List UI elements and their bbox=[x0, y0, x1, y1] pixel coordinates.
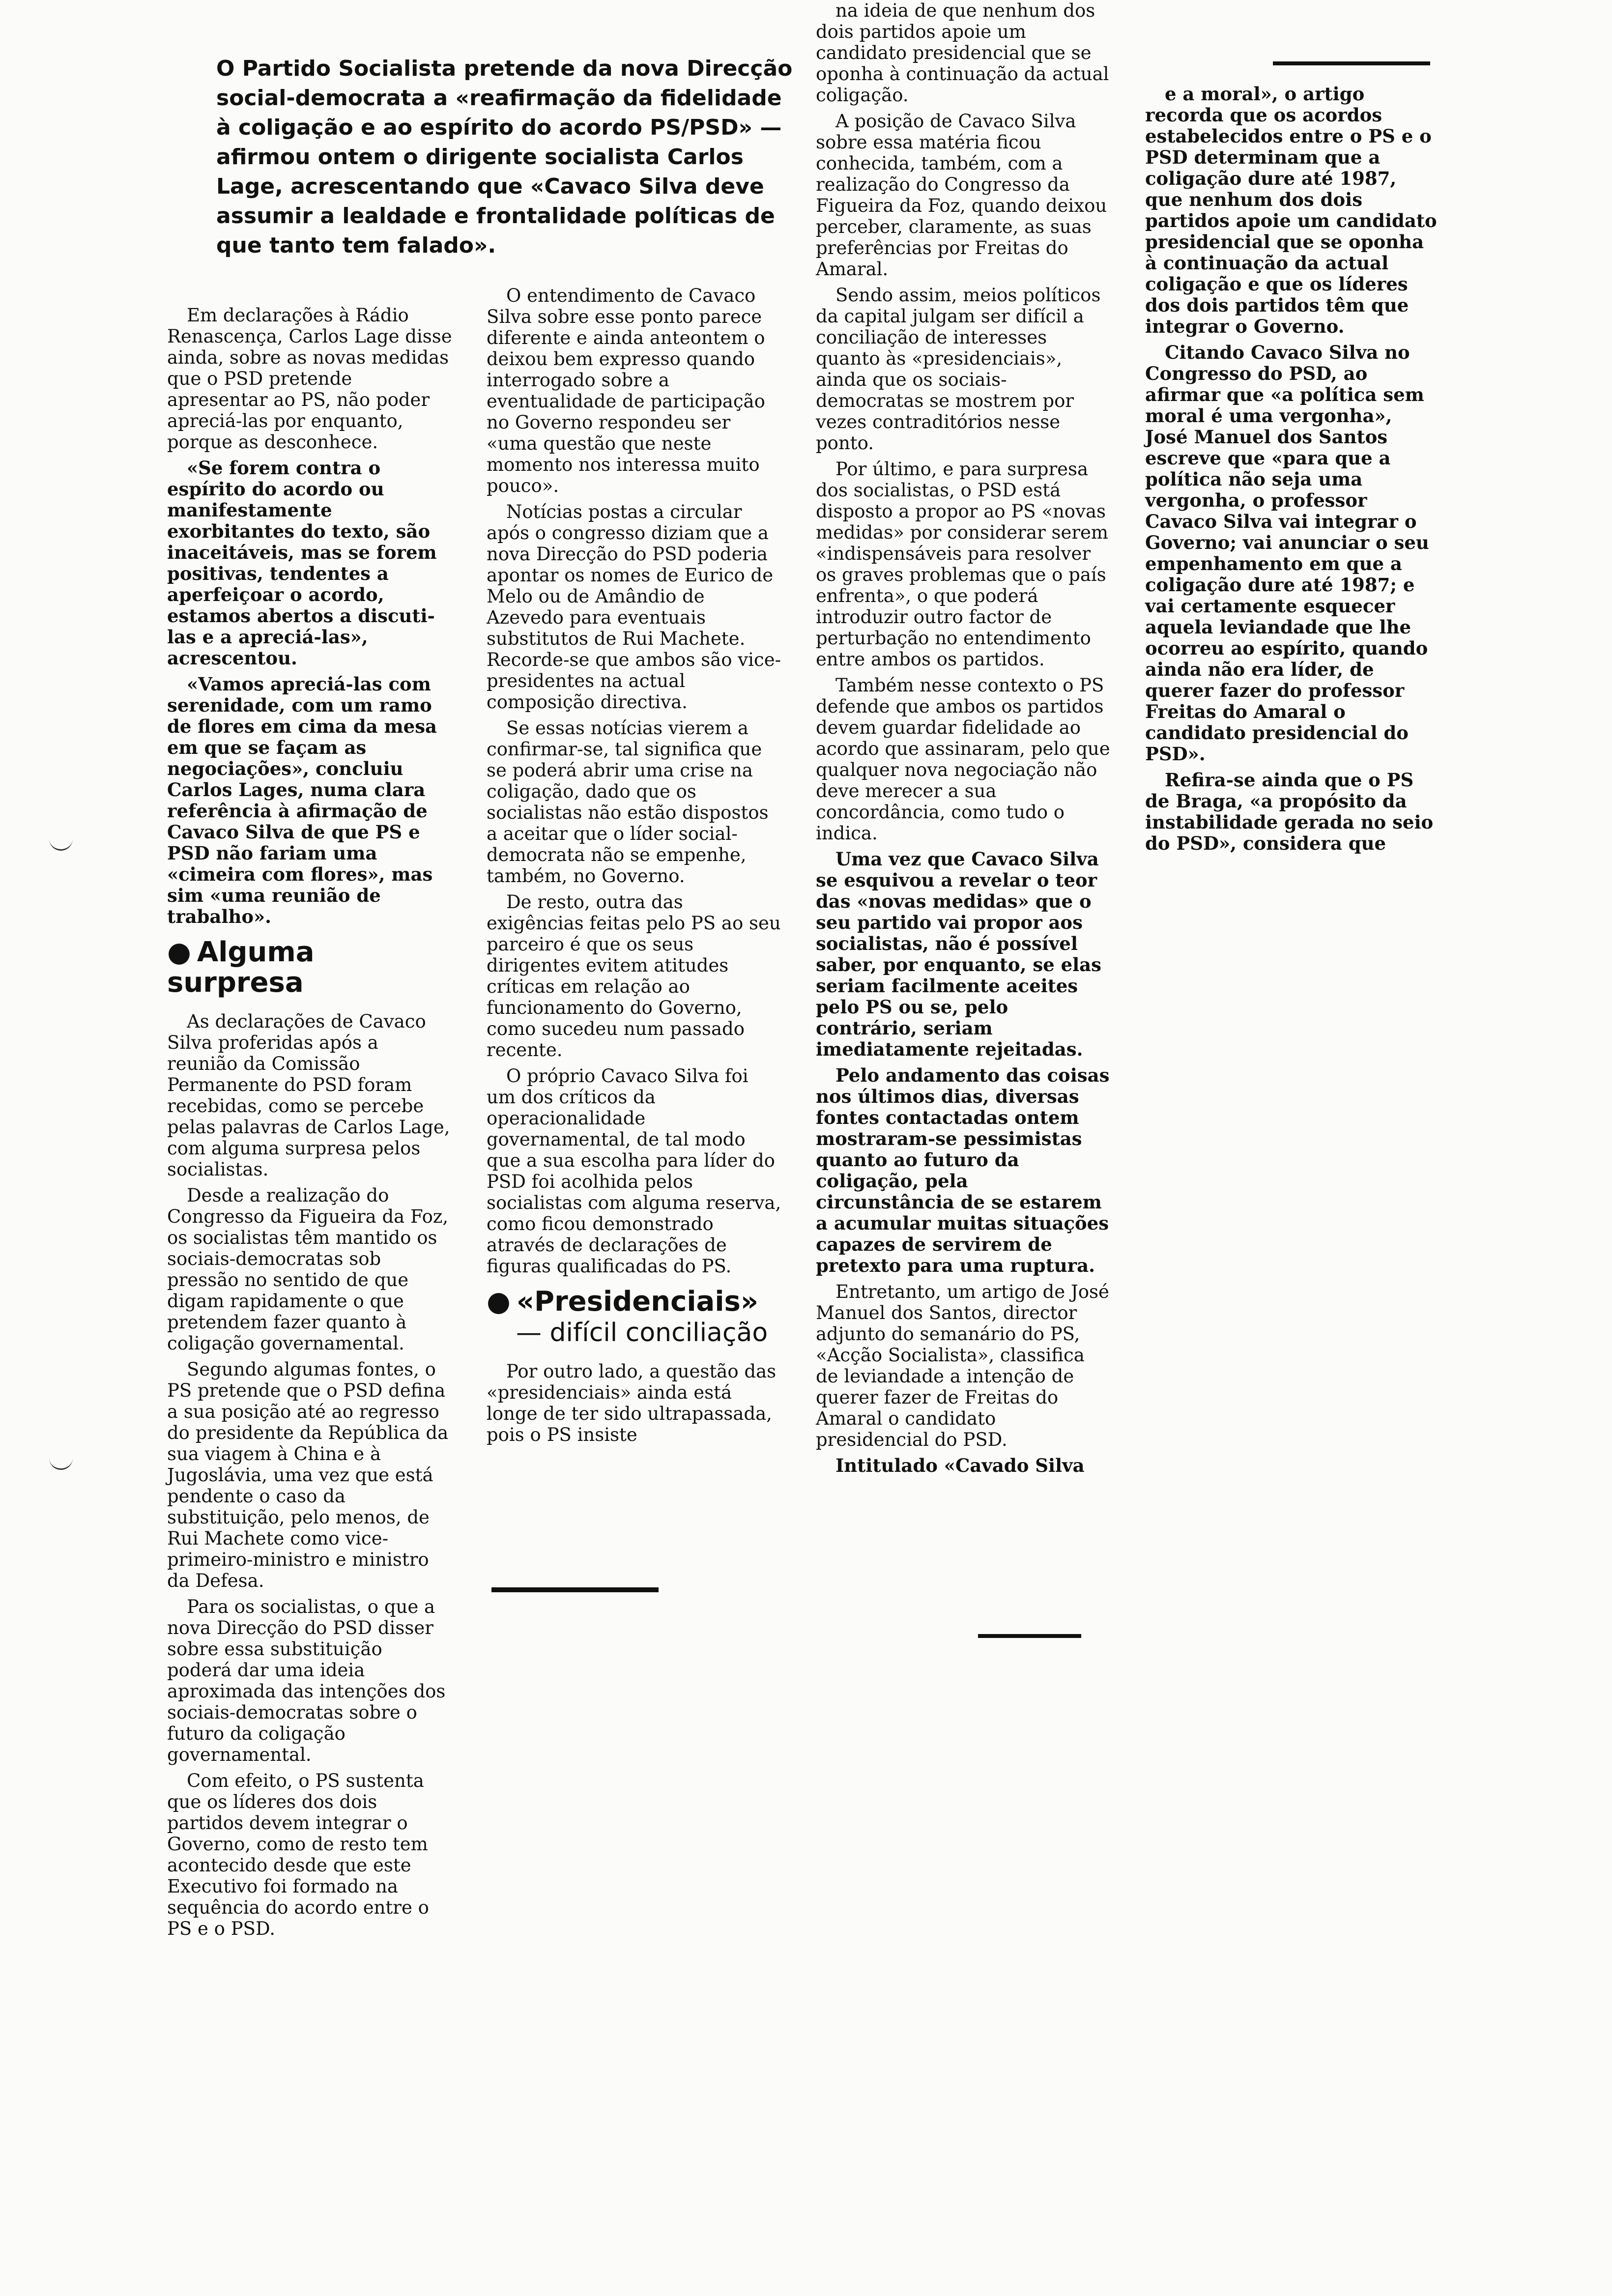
scan-mark-lower bbox=[49, 1455, 73, 1470]
lead-paragraph: O Partido Socialista pretende da nova Direcção social-democrata a «reafirmação da fidelidade à coligação e ao espírito do acordo PS/PSD» — afirmou ontem o dirigente socialista Carlos Lage, acrescentando que «Cavaco Silva deve assumir a lealdade e frontalidade políticas de que tanto tem falado». bbox=[216, 56, 793, 258]
col1-paragraph-1: Em declarações à Rádio Renascença, Carlos Lage disse ainda, sobre as novas medidas que o PSD pretende apresentar ao PS, não poder apreciá-las por enquanto, porque as desconhece. bbox=[167, 305, 452, 453]
column-2 bbox=[487, 285, 781, 1450]
col1-paragraph-8: Com efeito, o PS sustenta que os líderes dos dois partidos devem integrar o Governo, como de resto tem acontecido desde que este Executivo foi formado na sequência do acordo entre o PS e o PSD. bbox=[167, 1770, 429, 1939]
column-rule-col2-bottom bbox=[491, 1587, 659, 1592]
col4-paragraph-2: Citando Cavaco Silva no Congresso do PSD, ao afirmar que «a política sem moral é uma vergonha», José Manuel dos Santos escreve que «para que a política não seja uma vergonha, o professor Cavaco Silva vai integrar o Governo; vai anunciar o seu empenhamento em que a coligação dure até 1987; e vai certamente esquecer aquela leviandade que lhe ocorreu ao espírito, quando ainda não era líder, de querer fazer do professor Freitas do Amaral o candidato presidencial do PSD». bbox=[1145, 342, 1429, 765]
col1-paragraph-6: Segundo algumas fontes, o PS pretende que o PSD defina a sua posição até ao regresso do presidente da República da sua viagem à China e à Jugoslávia, uma vez que está pendente o caso da substituição, pelo menos, de Rui Machete como vice-primeiro-ministro e ministro da Defesa. bbox=[167, 1359, 449, 1591]
col3-paragraph-9: Intitulado «Cavado Silva bbox=[835, 1455, 1085, 1476]
col2-paragraph-1: O entendimento de Cavaco Silva sobre esse ponto parece diferente e ainda anteontem o deixou bem expresso quando interrogado sobre a eventualidade de participação no Governo respondeu ser «uma questão que neste momento nos interessa muito pouco». bbox=[487, 285, 765, 496]
col3-paragraph-3: Sendo assim, meios políticos da capital julgam ser difícil a conciliação de interesses quanto às «presidenciais», ainda que os sociais-democratas se mostrem por vezes contraditórios nesse ponto. bbox=[816, 285, 1101, 454]
col2-paragraph-6: Por outro lado, a questão das «presidenciais» ainda está longe de ter sido ultrapassada, pois o PS insiste bbox=[487, 1361, 777, 1445]
col4-paragraph-3: Refira-se ainda que o PS de Braga, «a propósito da instabilidade gerada no seio do PSD», considera que bbox=[1145, 769, 1434, 854]
col1-paragraph-3: «Vamos apreciá-las com serenidade, com um ramo de flores em cima da mesa em que se façam as negociações», concluiu Carlos Lages, numa clara referência à afirmação de Cavaco Silva de que PS e PSD não fariam uma «cimeira com flores», mas sim «uma reunião de trabalho». bbox=[167, 673, 437, 927]
col1-paragraph-5: Desde a realização do Congresso da Figueira da Foz, os socialistas têm mantido os sociais-democratas sob pressão no sentido de que digam rapidamente o que pretendem fazer quanto à coligação governamental. bbox=[167, 1185, 449, 1354]
col4-paragraph-1: e a moral», o artigo recorda que os acordos estabelecidos entre o PS e o PSD determinam que a coligação dure até 1987, que nenhum dos dois partidos apoie um candidato presidencial que se oponha à continuação da actual coligação e que os líderes dos dois partidos têm que integrar o Governo. bbox=[1145, 83, 1437, 337]
subheading-alguma-surpresa bbox=[167, 937, 452, 998]
col3-paragraph-2: A posição de Cavaco Silva sobre essa matéria ficou conhecida, também, com a realização do Congresso da Figueira da Foz, quando deixou perceber, claramente, as suas preferências por Freitas do Amaral. bbox=[816, 111, 1107, 280]
col3-paragraph-6: Uma vez que Cavaco Silva se esquivou a revelar o teor das «novas medidas» que o seu partido vai propor aos socialistas, não é possível saber, por enquanto, se elas seriam facilmente aceites pelo PS ou se, pelo contrário, seriam imediatamente rejeitadas. bbox=[816, 848, 1101, 1060]
bullet-icon: ● bbox=[167, 936, 191, 968]
col3-paragraph-8: Entretanto, um artigo de José Manuel dos Santos, director adjunto do semanário do PS, «Acção Socialista», classifica de leviandade a intenção de querer fazer de Freitas do Amaral o candidato presidencial do PSD. bbox=[816, 1281, 1109, 1450]
col2-paragraph-4: De resto, outra das exigências feitas pelo PS ao seu parceiro é que os seus dirigentes evitem atitudes críticas em relação ao funcionamento do Governo, como sucedeu num passado recente. bbox=[487, 891, 781, 1061]
col2-paragraph-3: Se essas notícias vierem a confirmar-se, tal significa que se poderá abrir uma crise na coligação, dado que os socialistas não estão dispostos a aceitar que o líder social-democrata não se empenhe, também, no Governo. bbox=[487, 718, 769, 887]
col3-paragraph-7: Pelo andamento das coisas nos últimos dias, diversas fontes contactadas ontem mostraram-se pessimistas quanto ao futuro da coligação, pela circunstância de se estarem a acumular muitas situações capazes de servirem de pretexto para uma ruptura. bbox=[816, 1064, 1110, 1276]
scan-mark-upper bbox=[49, 835, 73, 851]
bullet-icon: ● bbox=[487, 1286, 511, 1318]
subheading-text-1: «Presidenciais» bbox=[516, 1286, 759, 1318]
col3-paragraph-4: Por último, e para surpresa dos socialistas, o PSD está disposto a propor ao PS «novas medidas» por considerar serem «indispensáveis para resolver os graves problemas que o país enfrenta», o que poderá introduzir outro factor de perturbação no entendimento entre ambos os partidos. bbox=[816, 459, 1109, 670]
column-rule-col3-bottom bbox=[978, 1634, 1081, 1638]
col3-paragraph-1: na ideia de que nenhum dos dois partidos apoie um candidato presidencial que se oponha à continuação da actual coligação. bbox=[816, 0, 1109, 106]
subheading-text-2: — difícil conciliação bbox=[516, 1318, 768, 1348]
col1-paragraph-7: Para os socialistas, o que a nova Direcção do PSD disser sobre essa substituição poderá dar uma ideia aproximada das intenções dos sociais-democratas sobre o futuro da coligação governamental. bbox=[167, 1596, 446, 1765]
col2-paragraph-5: O próprio Cavaco Silva foi um dos críticos da operacionalidade governamental, de tal modo que a sua escolha para líder do PSD foi acolhida pelos socialistas com alguma reserva, como ficou demonstrado através de declarações de figuras qualificadas do PS. bbox=[487, 1065, 781, 1277]
column-rule-top-right bbox=[1273, 61, 1430, 65]
column-3 bbox=[816, 0, 1111, 1481]
column-4 bbox=[1145, 84, 1440, 859]
col3-paragraph-5: Também nesse contexto o PS defende que ambos os partidos devem guardar fidelidade ao acordo que assinaram, pelo que qualquer nova negociação não deve merecer a sua concordância, como tudo o indica. bbox=[816, 675, 1110, 844]
subheading-text: Alguma surpresa bbox=[167, 936, 315, 999]
column-1 bbox=[167, 305, 452, 1944]
subheading-presidenciais bbox=[487, 1287, 781, 1348]
col1-paragraph-2: «Se forem contra o espírito do acordo ou manifestamente exorbitantes do texto, são inaceitáveis, mas se forem positivas, tendentes a aperfeiçoar o acordo, estamos abertos a discuti-las e a apreciá-las», acrescentou. bbox=[167, 457, 437, 669]
col2-paragraph-2: Notícias postas a circular após o congresso diziam que a nova Direcção do PSD poderia apontar os nomes de Eurico de Melo ou de Amândio de Azevedo para eventuais substitutos de Rui Machete. Recorde-se que ambos são vice-presidentes na actual composição directiva. bbox=[487, 501, 781, 713]
col1-paragraph-4: As declarações de Cavaco Silva proferidas após a reunião da Comissão Permanente do PSD foram recebidas, como se percebe pelas palavras de Carlos Lage, com alguma surpresa pelos socialistas. bbox=[167, 1011, 450, 1180]
